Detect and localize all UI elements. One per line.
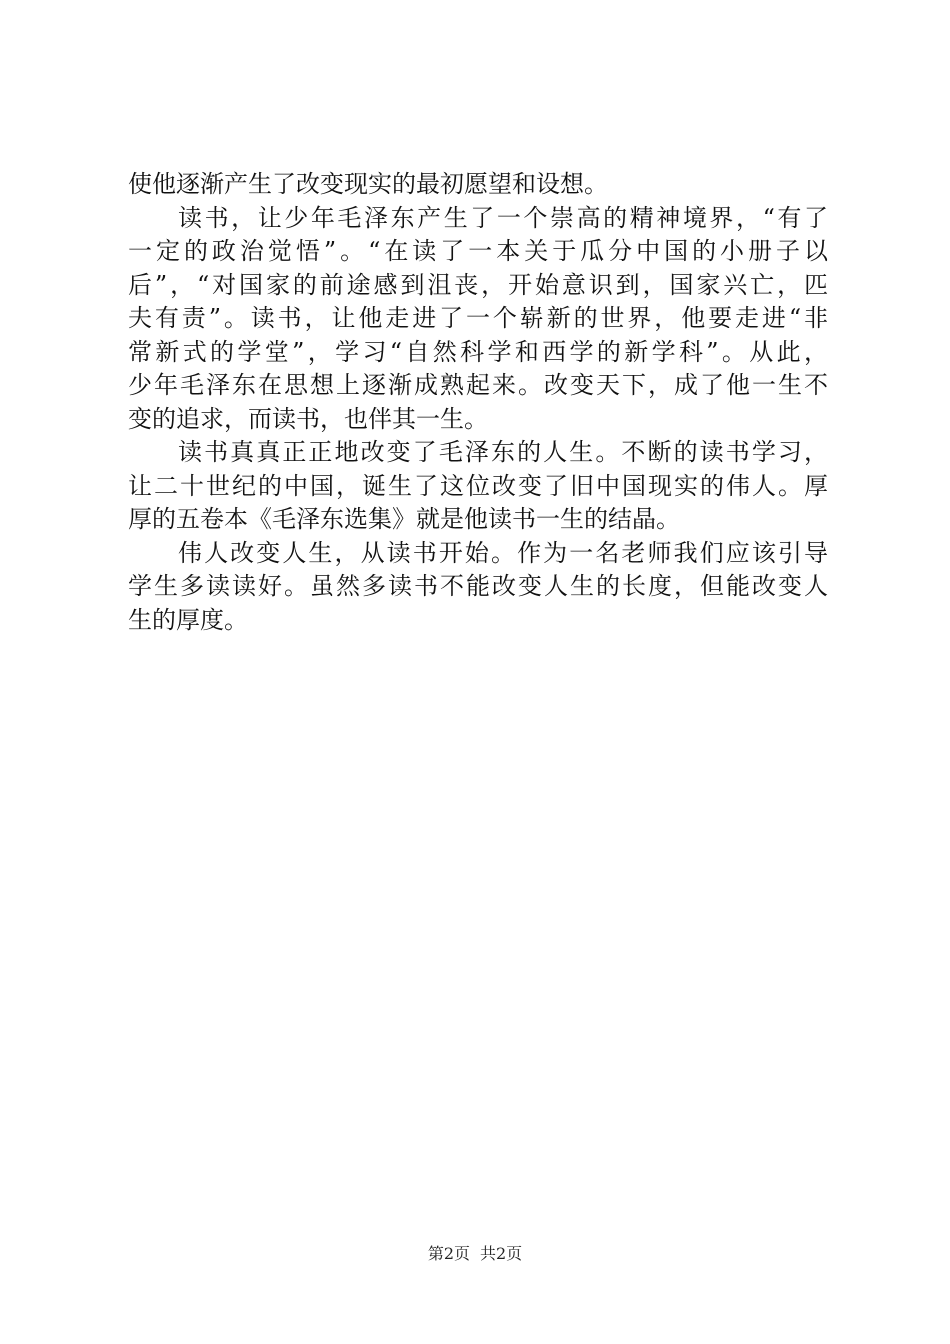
page-total: 共2页 — [480, 1244, 523, 1263]
paragraph-line: 夫有责”。读书，让他走进了一个崭新的世界，他要走进“非 — [128, 304, 828, 332]
paragraph-line: 使他逐渐产生了改变现实的最初愿望和设想。 — [128, 170, 608, 198]
paragraph-line: 学生多读读好。虽然多读书不能改变人生的长度，但能改变人 — [128, 572, 828, 600]
page-number: 第2页 — [427, 1244, 470, 1263]
paragraph-line: 读书，让少年毛泽东产生了一个崇高的精神境界，“有了 — [178, 203, 828, 232]
paragraph-line: 常新式的学堂”，学习“自然科学和西学的新学科”。从此， — [128, 337, 828, 366]
paragraph-line: 让二十世纪的中国，诞生了这位改变了旧中国现实的伟人。厚 — [128, 471, 828, 500]
paragraph-line: 变的追求，而读书，也伴其一生。 — [128, 404, 488, 433]
paragraph-line: 后”，“对国家的前途感到沮丧，开始意识到，国家兴亡，匹 — [128, 270, 828, 299]
paragraph-line: 一定的政治觉悟”。“在读了一本关于瓜分中国的小册子以 — [128, 237, 828, 265]
page-footer — [0, 1244, 950, 1264]
paragraph-line: 厚的五卷本《毛泽东选集》就是他读书一生的结晶。 — [128, 505, 680, 533]
paragraph-line: 伟人改变人生，从读书开始。作为一名老师我们应该引导 — [178, 538, 828, 567]
paragraph-line: 生的厚度。 — [128, 605, 248, 634]
paragraph-line: 少年毛泽东在思想上逐渐成熟起来。改变天下，成了他一生不 — [128, 371, 828, 399]
paragraph-line: 读书真真正正地改变了毛泽东的人生。不断的读书学习， — [178, 438, 828, 466]
document-body — [128, 168, 828, 637]
